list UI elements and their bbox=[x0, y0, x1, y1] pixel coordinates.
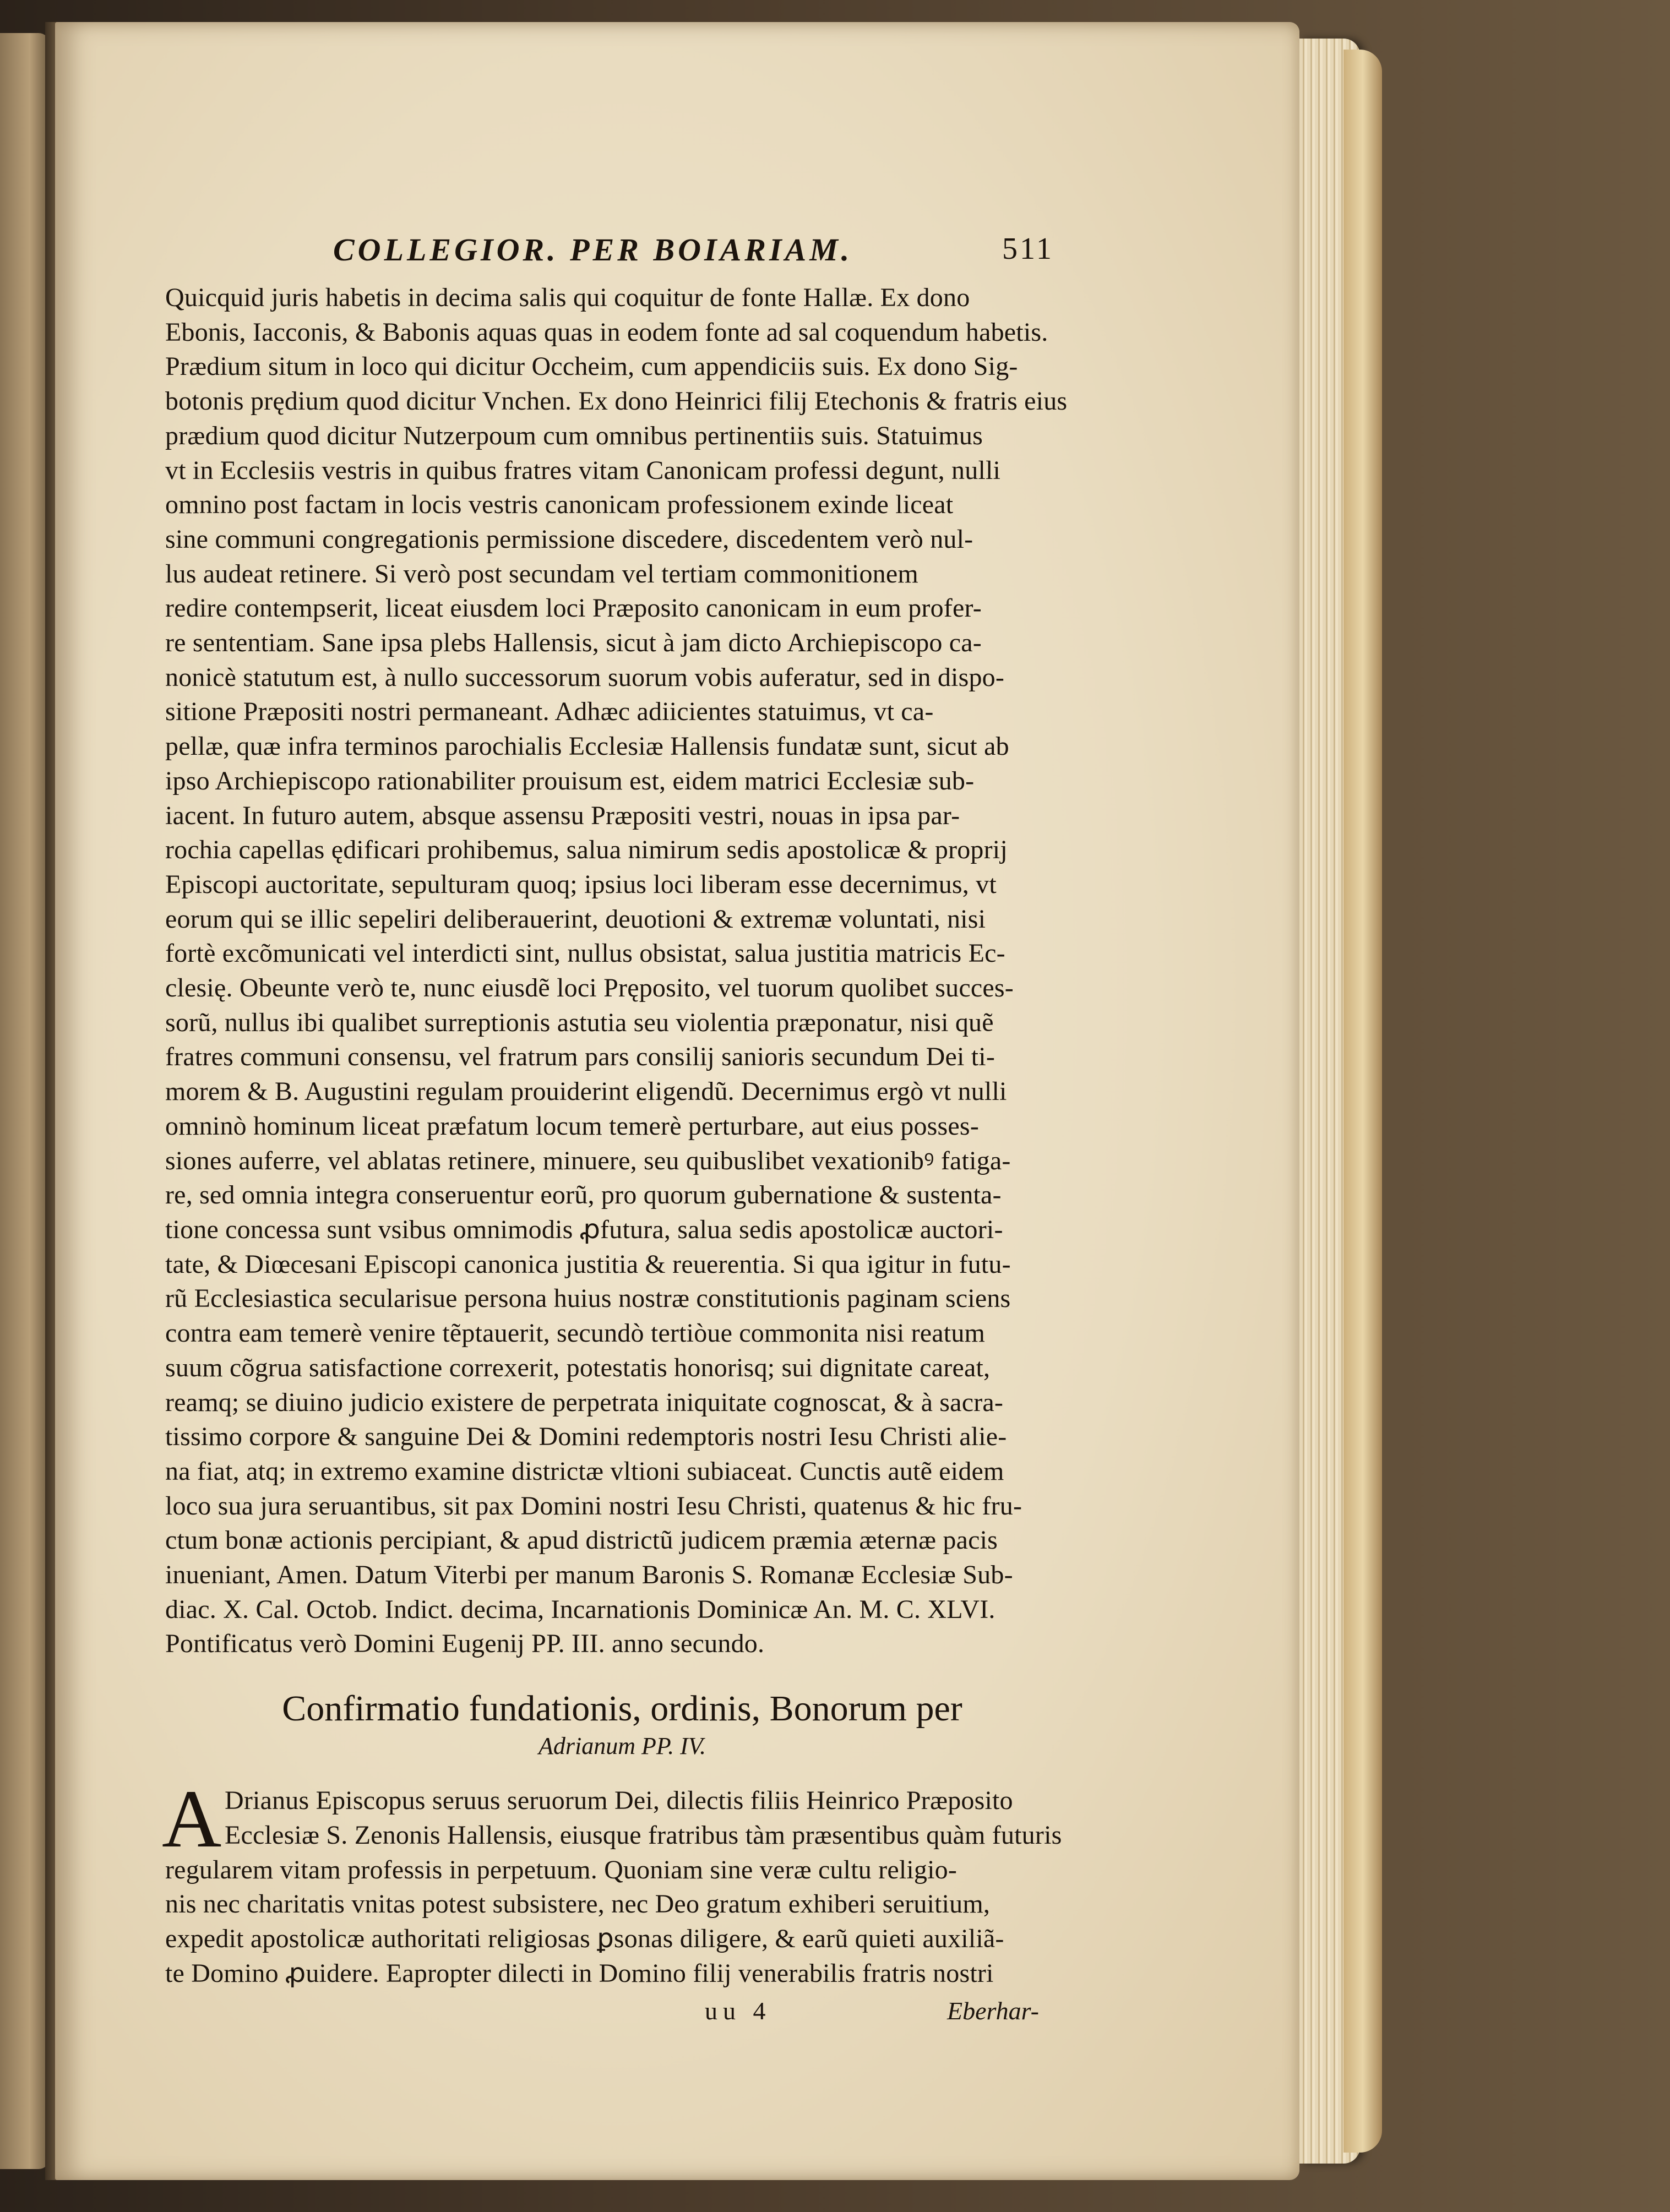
left-page-edge bbox=[0, 33, 50, 2169]
vellum-cover-edge bbox=[1343, 50, 1382, 2153]
signature-mark: uu 4 bbox=[705, 1997, 771, 2025]
running-head bbox=[165, 231, 1079, 281]
section-heading: Confirmatio fundationis, ordinis, Bonorum per bbox=[282, 1688, 962, 1729]
text-line: iacent. In futuro autem, absque assensu Præpositi vestri, nouas in ipsa par- bbox=[165, 800, 960, 830]
text-line: loco sua jura seruantibus, sit pax Domini nostri Iesu Christi, quatenus & hic fru- bbox=[165, 1491, 1022, 1521]
text-line: omninò hominum liceat præfatum locum temerè perturbare, aut eius posses- bbox=[165, 1111, 980, 1141]
text-line: vt in Ecclesiis vestris in quibus fratres vitam Canonicam professi degunt, nulli bbox=[165, 455, 1001, 485]
letter-line: expedit apostolicæ authoritati religiosas ꝑsonas diligere, & earũ quieti auxiliã- bbox=[165, 1924, 1004, 1953]
text-line: na fiat, atq; in extremo examine districtæ vltioni subiaceat. Cunctis autẽ eidem bbox=[165, 1456, 1004, 1486]
text-line: Quicquid juris habetis in decima salis qui coquitur de fonte Hallæ. Ex dono bbox=[165, 283, 970, 312]
page-footer bbox=[165, 1996, 1079, 2029]
text-line: redire contempserit, liceat eiusdem loci Præposito canonicam in eum profer- bbox=[165, 593, 982, 623]
text-line: sine communi congregationis permissione discedere, discedentem verò nul- bbox=[165, 524, 973, 554]
text-line: re sententiam. Sane ipsa plebs Hallensis, sicut à jam dicto Archiepiscopo ca- bbox=[165, 628, 982, 658]
text-line: Pontificatus verò Domini Eugenij PP. III. anno secundo. bbox=[165, 1629, 765, 1659]
text-line: inueniant, Amen. Datum Viterbi per manum Baronis S. Romanæ Ecclesiæ Sub- bbox=[165, 1560, 1013, 1590]
text-line: omnino post factam in locis vestris canonicam professionem exinde liceat bbox=[165, 490, 954, 520]
text-line: fratres communi consensu, vel fratrum pars consilij sanioris secundum Dei ti- bbox=[165, 1042, 996, 1072]
text-line: suum cõgrua satisfactione correxerit, potestatis honorisq; sui dignitate careat, bbox=[165, 1353, 991, 1382]
text-line: Ebonis, Iacconis, & Babonis aquas quas in eodem fonte ad sal coquendum habetis. bbox=[165, 317, 1048, 347]
text-line: tissimo corpore & sanguine Dei & Domini redemptoris nostri Iesu Christi alie- bbox=[165, 1422, 1007, 1452]
text-line: prædium quod dicitur Nutzerpoum cum omnibus pertinentiis suis. Statuimus bbox=[165, 421, 983, 450]
text-line: lus audeat retinere. Si verò post secundam vel tertiam commonitionem bbox=[165, 559, 918, 589]
drop-cap: A bbox=[162, 1773, 222, 1865]
text-line: contra eam temerè venire tẽptauerit, secundò tertiòue commonita nisi reatum bbox=[165, 1319, 986, 1348]
page-number: 511 bbox=[1002, 232, 1054, 266]
running-title: COLLEGIOR. PER BOIARIAM. bbox=[333, 232, 853, 268]
text-line: sitione Præpositi nostri permaneant. Adhæc adiicientes statuimus, vt ca- bbox=[165, 697, 934, 727]
letter-text bbox=[162, 1773, 1079, 1991]
letter-line: Drianus Episcopus seruus seruorum Dei, dilectis filiis Heinrico Præposito bbox=[225, 1786, 1013, 1816]
text-line: re, sed omnia integra conseruentur eorũ, pro quorum gubernatione & sustenta- bbox=[165, 1180, 1002, 1210]
text-line: fortè excõmunicati vel interdicti sint, nullus obsistat, salua justitia matricis Ec- bbox=[165, 939, 1005, 968]
body-text bbox=[165, 281, 1079, 1661]
text-line: rũ Ecclesiastica secularisue persona huius nostræ constitutionis paginam sciens bbox=[165, 1284, 1011, 1314]
text-line: ctum bonæ actionis percipiant, & apud districtũ judicem præmia æternæ pacis bbox=[165, 1525, 998, 1555]
text-line: nonicè statutum est, à nullo successorum suorum vobis auferatur, sed in dispo- bbox=[165, 662, 1005, 692]
text-line: ipso Archiepiscopo rationabiliter prouisum est, eidem matrici Ecclesiæ sub- bbox=[165, 766, 975, 796]
text-line: reamq; se diuino judicio existere de perpetrata iniquitate cognoscat, & à sacra- bbox=[165, 1387, 1004, 1417]
text-line: botonis prędium quod dicitur Vnchen. Ex dono Heinrici filij Etechonis & fratris eius bbox=[165, 386, 1068, 416]
text-line: sorũ, nullus ibi qualibet surreptionis astutia seu violentia præponatur, nisi quẽ bbox=[165, 1007, 994, 1037]
section-subheading: Adrianum PP. IV. bbox=[538, 1732, 706, 1760]
letter-line: Ecclesiæ S. Zenonis Hallensis, eiusque fratribus tàm præsentibus quàm futuris bbox=[225, 1820, 1062, 1850]
text-line: pellæ, quæ infra terminos parochialis Ecclesiæ Hallensis fundatæ sunt, sicut ab bbox=[165, 732, 1009, 761]
text-line: Episcopi auctoritate, sepulturam quoq; ipsius loci liberam esse decernimus, vt bbox=[165, 869, 997, 899]
text-line: diac. X. Cal. Octob. Indict. decima, Incarnationis Dominicæ An. M. C. XLVI. bbox=[165, 1594, 996, 1624]
letter-line: te Domino ꝓuidere. Eapropter dilecti in Domino filij venerabilis fratris nostri bbox=[165, 1958, 994, 1988]
letter-line: nis nec charitatis vnitas potest subsistere, nec Deo gratum exhiberi seruitium, bbox=[165, 1889, 991, 1919]
text-line: eorum qui se illic sepeliri deliberauerint, deuotioni & extremæ voluntati, nisi bbox=[165, 904, 986, 934]
text-line: tate, & Diœcesani Episcopi canonica justitia & reuerentia. Si qua igitur in futu- bbox=[165, 1249, 1011, 1279]
text-line: siones auferre, vel ablatas retinere, minuere, seu quibuslibet vexationibꝰ fatiga- bbox=[165, 1146, 1011, 1175]
text-line: morem & B. Augustini regulam prouiderint eligendũ. Decernimus ergò vt nulli bbox=[165, 1077, 1007, 1107]
catchword: Eberhar- bbox=[947, 1997, 1039, 2025]
letter-line: regularem vitam professis in perpetuum. Quoniam sine veræ cultu religio- bbox=[165, 1855, 958, 1884]
text-line: rochia capellas ędificari prohibemus, salua nimirum sedis apostolicæ & proprij bbox=[165, 835, 1008, 865]
text-line: tione concessa sunt vsibus omnimodis ꝓfutura, salua sedis apostolicæ auctori- bbox=[165, 1214, 1003, 1244]
page-text-block bbox=[162, 231, 1079, 2029]
text-line: Prædium situm in loco qui dicitur Occheim, cum appendiciis suis. Ex dono Sig- bbox=[165, 352, 1018, 382]
text-line: clesię. Obeunte verò te, nunc eiusdẽ loci Pręposito, vel tuorum quolibet succes- bbox=[165, 973, 1014, 1003]
